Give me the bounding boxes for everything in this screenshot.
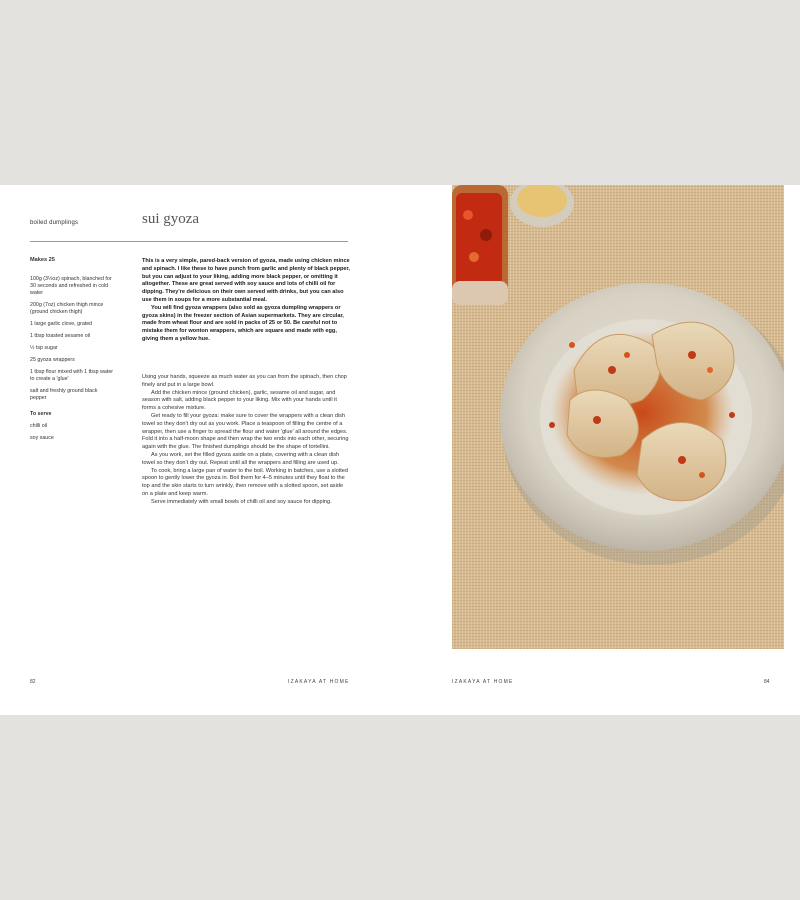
right-page bbox=[400, 185, 800, 715]
method-paragraph: To cook, bring a large pan of water to the boil. Working in batches, use a slotted spoon to gently lower the gyoza in. Boil them for 4–5 minutes until they float to the top and the skin starts to turn wrinkly, then remove with a slotted spoon, set aside on a plate and keep warm. bbox=[142, 467, 349, 497]
yield-label: Makes 25 bbox=[30, 257, 55, 263]
page-number-left: 82 bbox=[30, 679, 36, 685]
method-paragraph: Add the chicken mince (ground chicken), garlic, sesame oil and sugar, and season with salt, adding black pepper to your liking. Mix with your hands until it forms a cohesive mixture. bbox=[142, 389, 337, 412]
method-paragraph: Get ready to fill your gyoza: make sure to cover the wrappers with a clean dish towel so they don't dry out as you work. Place a teaspoon of filling the centre of a wrapper, then use a finger to spread the flour and water 'glue' all around the edges. Fold it into a half-moon shape and then wrap the two ends into each other, securing again with the glue. The finished dumplings should be the shape of tortellini. bbox=[142, 412, 349, 451]
ingredients-list bbox=[30, 257, 115, 447]
ingredient-item: 200g (7oz) chicken thigh mince (ground chicken thigh) bbox=[30, 302, 104, 315]
method-text bbox=[142, 374, 350, 507]
book-spread bbox=[0, 185, 800, 715]
ingredient-item: 1 tbsp flour mixed with 1 tbsp water to create a 'glue' bbox=[30, 369, 114, 382]
recipe-title: sui gyoza bbox=[142, 211, 200, 227]
left-page bbox=[0, 185, 400, 715]
running-head-left: IZAKAYA AT HOME bbox=[288, 679, 350, 685]
method-paragraph: As you work, set the filled gyoza aside on a plate, covering with a clean dish towel so they don't dry out. Repeat until all the wrappers and filling are used up. bbox=[142, 451, 340, 466]
intro-paragraph: You will find gyoza wrappers (also sold as gyoza dumpling wrappers or gyoza skins) in the freezer section of Asian supermarkets. They are circular, made from wheat flour and are sold in packs of 25 or 50. Be careful not to mistake them for wonton wrappers, which are square and made with egg, giving them a yellow hue. bbox=[142, 304, 344, 342]
ingredient-item: ½ tsp sugar bbox=[30, 345, 58, 351]
gyoza-photo bbox=[452, 185, 784, 649]
ingredient-item: 1 large garlic clove, grated bbox=[30, 321, 93, 327]
ingredient-item: salt and freshly ground black pepper bbox=[30, 388, 98, 401]
serve-heading: To serve bbox=[30, 411, 52, 417]
method-paragraph: Serve immediately with small bowls of chilli oil and soy sauce for dipping. bbox=[151, 498, 332, 505]
serve-item: chilli oil bbox=[30, 423, 48, 429]
serve-item: soy sauce bbox=[30, 435, 54, 441]
ingredient-item: 1 tbsp toasted sesame oil bbox=[30, 333, 91, 339]
page-number-right: 84 bbox=[764, 679, 770, 685]
ingredient-item: 100g (3½oz) spinach, blanched for 30 seconds and refreshed in cold water bbox=[30, 276, 112, 296]
section-label: boiled dumplings bbox=[30, 220, 79, 226]
chilli-jar bbox=[452, 185, 508, 305]
title-rule bbox=[30, 241, 348, 242]
method-paragraph: Using your hands, squeeze as much water as you can from the spinach, then chop finely and put in a large bowl. bbox=[142, 374, 347, 388]
ingredient-item: 25 gyoza wrappers bbox=[30, 357, 75, 363]
intro-paragraph: This is a very simple, pared-back version of gyoza, made using chicken mince and spinach. I like these to have punch from garlic and plenty of black pepper, but you can adjust to your liking, adding more black pepper, or omitting it altogether. These are great served with soy sauce and lots of chilli oil for dipping. They're delicious on their own served with drinks, but you can also use them in soups for a more substantial meal. bbox=[142, 258, 350, 303]
running-head-right: IZAKAYA AT HOME bbox=[452, 679, 514, 685]
intro-text bbox=[142, 258, 350, 344]
